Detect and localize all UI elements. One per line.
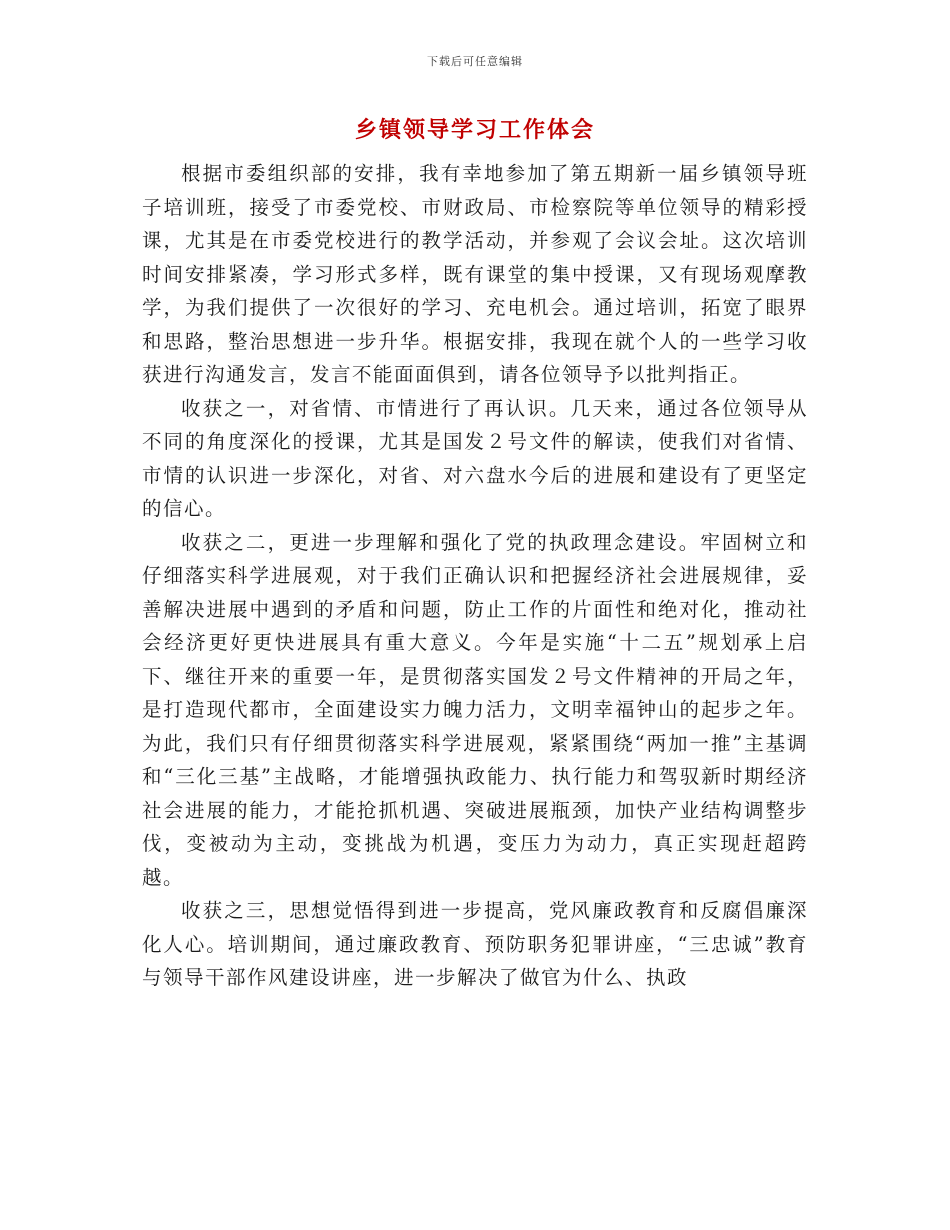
document-title: 乡镇领导学习工作体会 <box>354 117 595 143</box>
paragraph-2: 收获之一，对省情、市情进行了再认识。几天来，通过各位领导从不同的角度深化的授课，尤其是国发２号文件的解读，使我们对省情、市情的认识进一步深化，对省、对六盘水今后的进展和建设有了更坚定的信心。 <box>142 396 808 520</box>
paragraph-1: 根据市委组织部的安排，我有幸地参加了第五期新一届乡镇领导班子培训班，接受了市委党校、市财政局、市检察院等单位领导的精彩授课，尤其是在市委党校进行的教学活动，并参观了会议会址。这次培训时间安排紧凑，学习形式多样，既有课堂的集中授课，又有现场观摩教学，为我们提供了一次很好的学习、充电机会。通过培训，拓宽了眼界和思路，整治思想进一步升华。根据安排，我现在就个人的一些学习收获进行沟通发言，发言不能面面俱到，请各位领导予以批判指正。 <box>142 162 808 386</box>
document-body <box>142 157 808 995</box>
header-note: 下载后可任意编辑 <box>427 55 523 68</box>
paragraph-4: 收获之三，思想觉悟得到进一步提高，党风廉政教育和反腐倡廉深化人心。培训期间，通过廉政教育、预防职务犯罪讲座，“三忠诚”教育与领导干部作风建设讲座，进一步解决了做官为什么、执政 <box>142 899 808 989</box>
paragraph-3: 收获之二，更进一步理解和强化了党的执政理念建设。牢固树立和仔细落实科学进展观，对于我们正确认识和把握经济社会进展规律，妥善解决进展中遇到的矛盾和问题，防止工作的片面性和绝对化，推动社会经济更好更快进展具有重大意义。今年是实施“十二五”规划承上启下、继往开来的重要一年，是贯彻落实国发２号文件精神的开局之年，是打造现代都市，全面建设实力魄力活力，文明幸福钟山的起步之年。为此，我们只有仔细贯彻落实科学进展观，紧紧围绕“两加一推”主基调和“三化三基”主战略，才能增强执政能力、执行能力和驾驭新时期经济社会进展的能力，才能抢抓机遇、突破进展瓶颈，加快产业结构调整步伐，变被动为主动，变挑战为机遇，变压力为动力，真正实现赶超跨越。 <box>142 530 808 889</box>
